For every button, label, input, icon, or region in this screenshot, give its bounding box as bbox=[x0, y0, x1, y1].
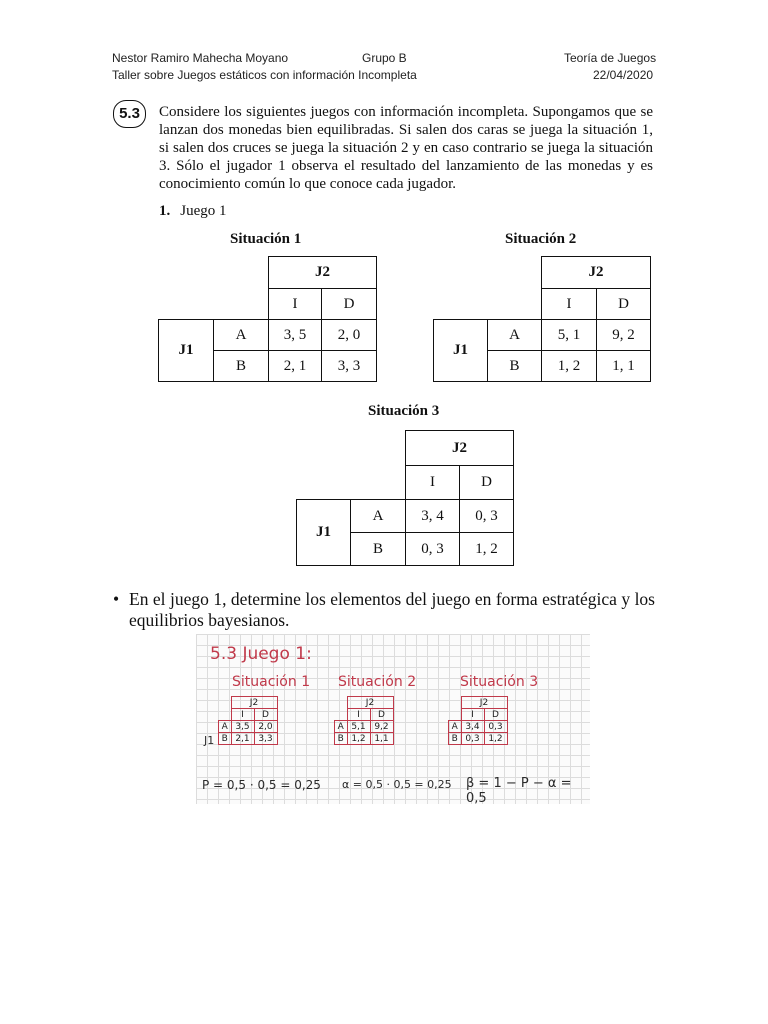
payoff-cell: 3, 5 bbox=[269, 320, 322, 351]
situation-1-title: Situación 1 bbox=[230, 231, 302, 247]
handwritten-col-header: I bbox=[347, 709, 370, 721]
row-header: A bbox=[214, 320, 269, 351]
row-header: B bbox=[351, 533, 406, 566]
handwritten-row-header: B bbox=[449, 733, 462, 745]
handwritten-row-header: B bbox=[219, 733, 232, 745]
handwritten-situation-title: Situación 3 bbox=[460, 674, 539, 690]
handwritten-heading: 5.3 Juego 1: bbox=[210, 644, 312, 664]
handwritten-row-player: J1 bbox=[204, 734, 215, 747]
row-header: A bbox=[488, 320, 542, 351]
col-header: D bbox=[460, 466, 514, 500]
handwritten-payoff: 0,3 bbox=[461, 733, 484, 745]
header-date: 22/04/2020 bbox=[593, 68, 654, 82]
handwritten-row-header: A bbox=[449, 721, 462, 733]
handwritten-col-header: I bbox=[231, 709, 254, 721]
handwritten-matrix-2 bbox=[334, 696, 394, 745]
item-label: Juego 1 bbox=[180, 203, 227, 219]
handwritten-payoff: 0,3 bbox=[484, 721, 507, 733]
situation-2-matrix bbox=[433, 256, 651, 382]
handwritten-payoff: 1,2 bbox=[347, 733, 370, 745]
handwritten-col-player: J2 bbox=[347, 697, 393, 709]
handwritten-payoff: 9,2 bbox=[370, 721, 393, 733]
handwritten-formula-alpha: α = 0,5 · 0,5 = 0,25 bbox=[342, 778, 452, 791]
situation-1-matrix bbox=[158, 256, 377, 382]
row-header: B bbox=[488, 351, 542, 382]
payoff-cell: 1, 1 bbox=[597, 351, 651, 382]
situation-3-matrix bbox=[296, 430, 514, 566]
payoff-cell: 1, 2 bbox=[542, 351, 597, 382]
handwritten-matrix-1 bbox=[218, 696, 278, 745]
handwritten-payoff: 5,1 bbox=[347, 721, 370, 733]
row-header: A bbox=[351, 500, 406, 533]
handwritten-matrix-3 bbox=[448, 696, 508, 745]
problem-number-badge: 5.3 bbox=[113, 100, 146, 128]
situation-2-title: Situación 2 bbox=[505, 231, 577, 247]
col-header: D bbox=[322, 289, 377, 320]
payoff-cell: 2, 1 bbox=[269, 351, 322, 382]
row-player-label: J1 bbox=[316, 524, 331, 540]
handwritten-row-header: A bbox=[335, 721, 348, 733]
handwritten-notes-image bbox=[196, 634, 590, 804]
situation-3-title: Situación 3 bbox=[368, 403, 440, 419]
col-player-label: J2 bbox=[588, 264, 604, 280]
handwritten-situation-title: Situación 1 bbox=[232, 674, 311, 690]
payoff-cell: 9, 2 bbox=[597, 320, 651, 351]
handwritten-col-header: D bbox=[254, 709, 277, 721]
handwritten-row-header: B bbox=[335, 733, 348, 745]
header-course: Teoría de Juegos bbox=[564, 51, 657, 65]
header-group: Grupo B bbox=[362, 51, 407, 65]
handwritten-col-player: J2 bbox=[231, 697, 277, 709]
handwritten-payoff: 3,4 bbox=[461, 721, 484, 733]
payoff-cell: 3, 4 bbox=[406, 500, 460, 533]
payoff-cell: 1, 2 bbox=[460, 533, 514, 566]
header-subtitle: Taller sobre Juegos estáticos con información Incompleta bbox=[112, 68, 417, 82]
handwritten-payoff: 3,3 bbox=[254, 733, 277, 745]
row-header: B bbox=[214, 351, 269, 382]
col-player-label: J2 bbox=[452, 439, 467, 456]
payoff-cell: 3, 3 bbox=[322, 351, 377, 382]
handwritten-payoff: 1,2 bbox=[484, 733, 507, 745]
handwritten-formula-p: P = 0,5 · 0,5 = 0,25 bbox=[202, 778, 321, 792]
handwritten-payoff: 2,0 bbox=[254, 721, 277, 733]
handwritten-situation-title: Situación 2 bbox=[338, 674, 417, 690]
problem-statement: Considere los siguientes juegos con información incompleta. Supongamos que se lanzan dos monedas bien equilibradas. Si salen dos caras se juega la situación 1, si salen dos cruces se juega la situación 2 y en caso contrario se juega la situación 3. Sólo el jugador 1 observa el resultado del lanzamiento de las monedas y es conocimiento común lo que conoce cada jugador. bbox=[159, 104, 653, 192]
payoff-cell: 0, 3 bbox=[406, 533, 460, 566]
payoff-cell: 5, 1 bbox=[542, 320, 597, 351]
handwritten-col-header: D bbox=[370, 709, 393, 721]
col-header: I bbox=[406, 466, 460, 500]
handwritten-col-header: I bbox=[461, 709, 484, 721]
handwritten-row-header: A bbox=[219, 721, 232, 733]
handwritten-payoff: 1,1 bbox=[370, 733, 393, 745]
row-player-label: J1 bbox=[453, 342, 468, 358]
handwritten-formula-beta: β = 1 − P − α = 0,5 bbox=[466, 776, 572, 806]
col-header: D bbox=[597, 289, 651, 320]
col-header: I bbox=[269, 289, 322, 320]
handwritten-payoff: 2,1 bbox=[231, 733, 254, 745]
col-header: I bbox=[542, 289, 597, 320]
payoff-cell: 0, 3 bbox=[460, 500, 514, 533]
item-number: 1. bbox=[159, 203, 171, 219]
header-author: Nestor Ramiro Mahecha Moyano bbox=[112, 51, 289, 65]
bullet-marker: • bbox=[113, 589, 120, 609]
handwritten-col-player: J2 bbox=[461, 697, 507, 709]
col-player-label: J2 bbox=[315, 264, 330, 280]
bullet-question: En el juego 1, determine los elementos del juego en forma estratégica y los equilibrios bayesianos. bbox=[129, 589, 655, 630]
payoff-cell: 2, 0 bbox=[322, 320, 377, 351]
handwritten-col-header: D bbox=[484, 709, 507, 721]
handwritten-payoff: 3,5 bbox=[231, 721, 254, 733]
item-heading bbox=[159, 203, 227, 220]
row-player-label: J1 bbox=[178, 342, 194, 358]
